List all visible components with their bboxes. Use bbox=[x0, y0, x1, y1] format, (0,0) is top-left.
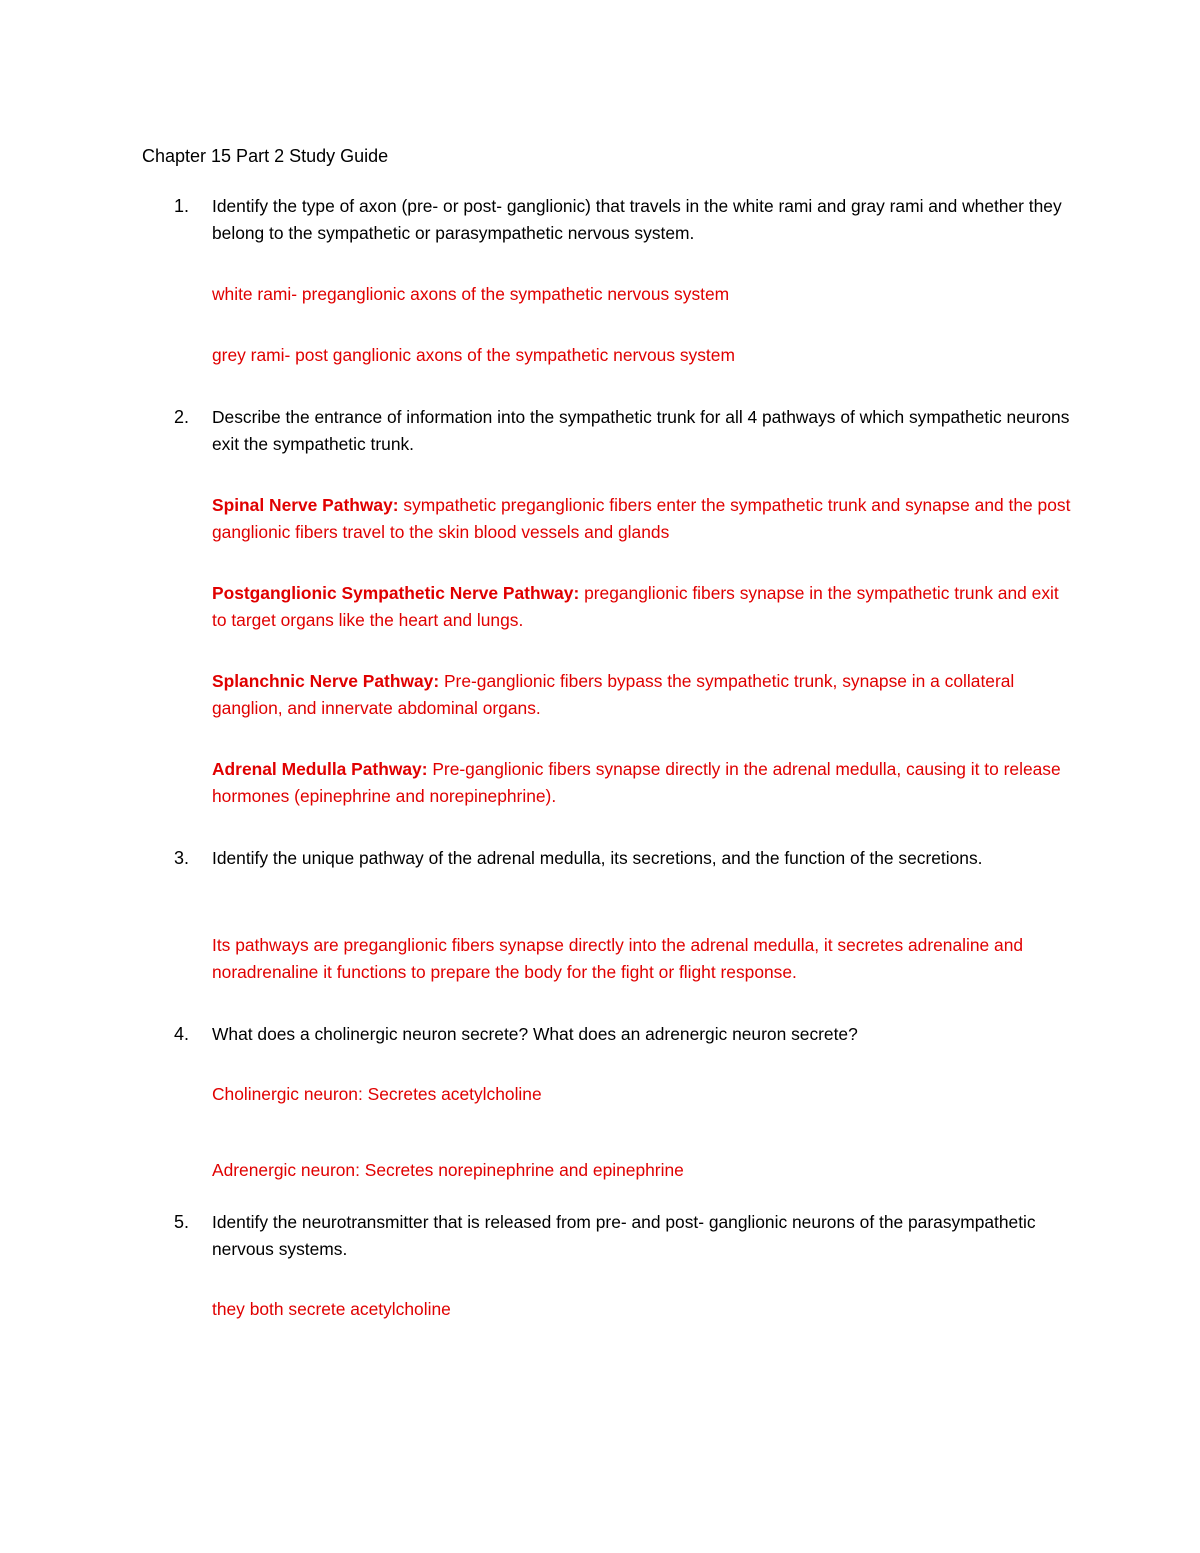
question-2-answer-postganglionic bbox=[212, 580, 1072, 633]
answer-text: they both secrete acetylcholine bbox=[212, 1299, 451, 1319]
answer-text: white rami- preganglionic axons of the sympathetic nervous system bbox=[212, 284, 730, 304]
question-5-number: 5. bbox=[174, 1212, 190, 1232]
question-4-number: 4. bbox=[174, 1024, 190, 1044]
question-2-answer-splanchnic bbox=[212, 668, 1072, 721]
answer-text: Pre-ganglionic fibers synapse directly in the adrenal medulla, causing it to release hormones (epinephrine and norepinephrine). bbox=[212, 759, 1061, 806]
question-2-answer-spinal bbox=[212, 492, 1072, 545]
answer-text: grey rami- post ganglionic axons of the sympathetic nervous system bbox=[212, 345, 735, 365]
question-2-answer-adrenal bbox=[212, 756, 1072, 809]
question-5-text: Identify the neurotransmitter that is released from pre- and post- ganglionic neurons of the parasympathetic nervous systems. bbox=[212, 1212, 1036, 1259]
question-4-answer-adrenergic bbox=[212, 1157, 1072, 1184]
answer-text: Pre-ganglionic fibers bypass the sympathetic trunk, synapse in a collateral ganglion, and innervate abdominal organs. bbox=[212, 671, 1015, 718]
question-1-number: 1. bbox=[174, 196, 190, 216]
question-2-text: Describe the entrance of information into the sympathetic trunk for all 4 pathways of which sympathetic neurons exit the sympathetic trunk. bbox=[212, 407, 1070, 454]
question-5-answer-1 bbox=[212, 1296, 1072, 1323]
question-1-text: Identify the type of axon (pre- or post- ganglionic) that travels in the white rami and gray rami and whether they belong to the sympathetic or parasympathetic nervous system. bbox=[212, 196, 1062, 243]
question-3-answer-1 bbox=[212, 932, 1072, 985]
answer-text: Cholinergic neuron: Secretes acetylcholine bbox=[212, 1084, 542, 1104]
question-1-answer-1 bbox=[212, 281, 1072, 308]
answer-text: preganglionic fibers synapse in the sympathetic trunk and exit to target organs like the heart and lungs. bbox=[212, 583, 1059, 630]
question-4-text: What does a cholinergic neuron secrete? What does an adrenergic neuron secrete? bbox=[212, 1024, 858, 1044]
answer-text: Its pathways are preganglionic fibers synapse directly into the adrenal medulla, it secretes adrenaline and noradrenaline it functions to prepare the body for the fight or flight response. bbox=[212, 935, 1024, 982]
question-2-number: 2. bbox=[174, 407, 190, 427]
question-4-answer-cholinergic bbox=[212, 1081, 1072, 1108]
answer-label: Splanchnic Nerve Pathway: bbox=[212, 671, 440, 691]
question-1-answer-2 bbox=[212, 342, 1072, 369]
question-3-text: Identify the unique pathway of the adrenal medulla, its secretions, and the function of the secretions. bbox=[212, 848, 983, 868]
document-title: Chapter 15 Part 2 Study Guide bbox=[142, 146, 389, 166]
answer-label: Postganglionic Sympathetic Nerve Pathway: bbox=[212, 583, 580, 603]
answer-text: sympathetic preganglionic fibers enter the sympathetic trunk and synapse and the post ganglionic fibers travel to the skin blood vessels and glands bbox=[212, 495, 1071, 542]
answer-label: Spinal Nerve Pathway: bbox=[212, 495, 399, 515]
answer-text: Adrenergic neuron: Secretes norepinephrine and epinephrine bbox=[212, 1160, 684, 1180]
answer-label: Adrenal Medulla Pathway: bbox=[212, 759, 428, 779]
question-3-number: 3. bbox=[174, 848, 190, 868]
